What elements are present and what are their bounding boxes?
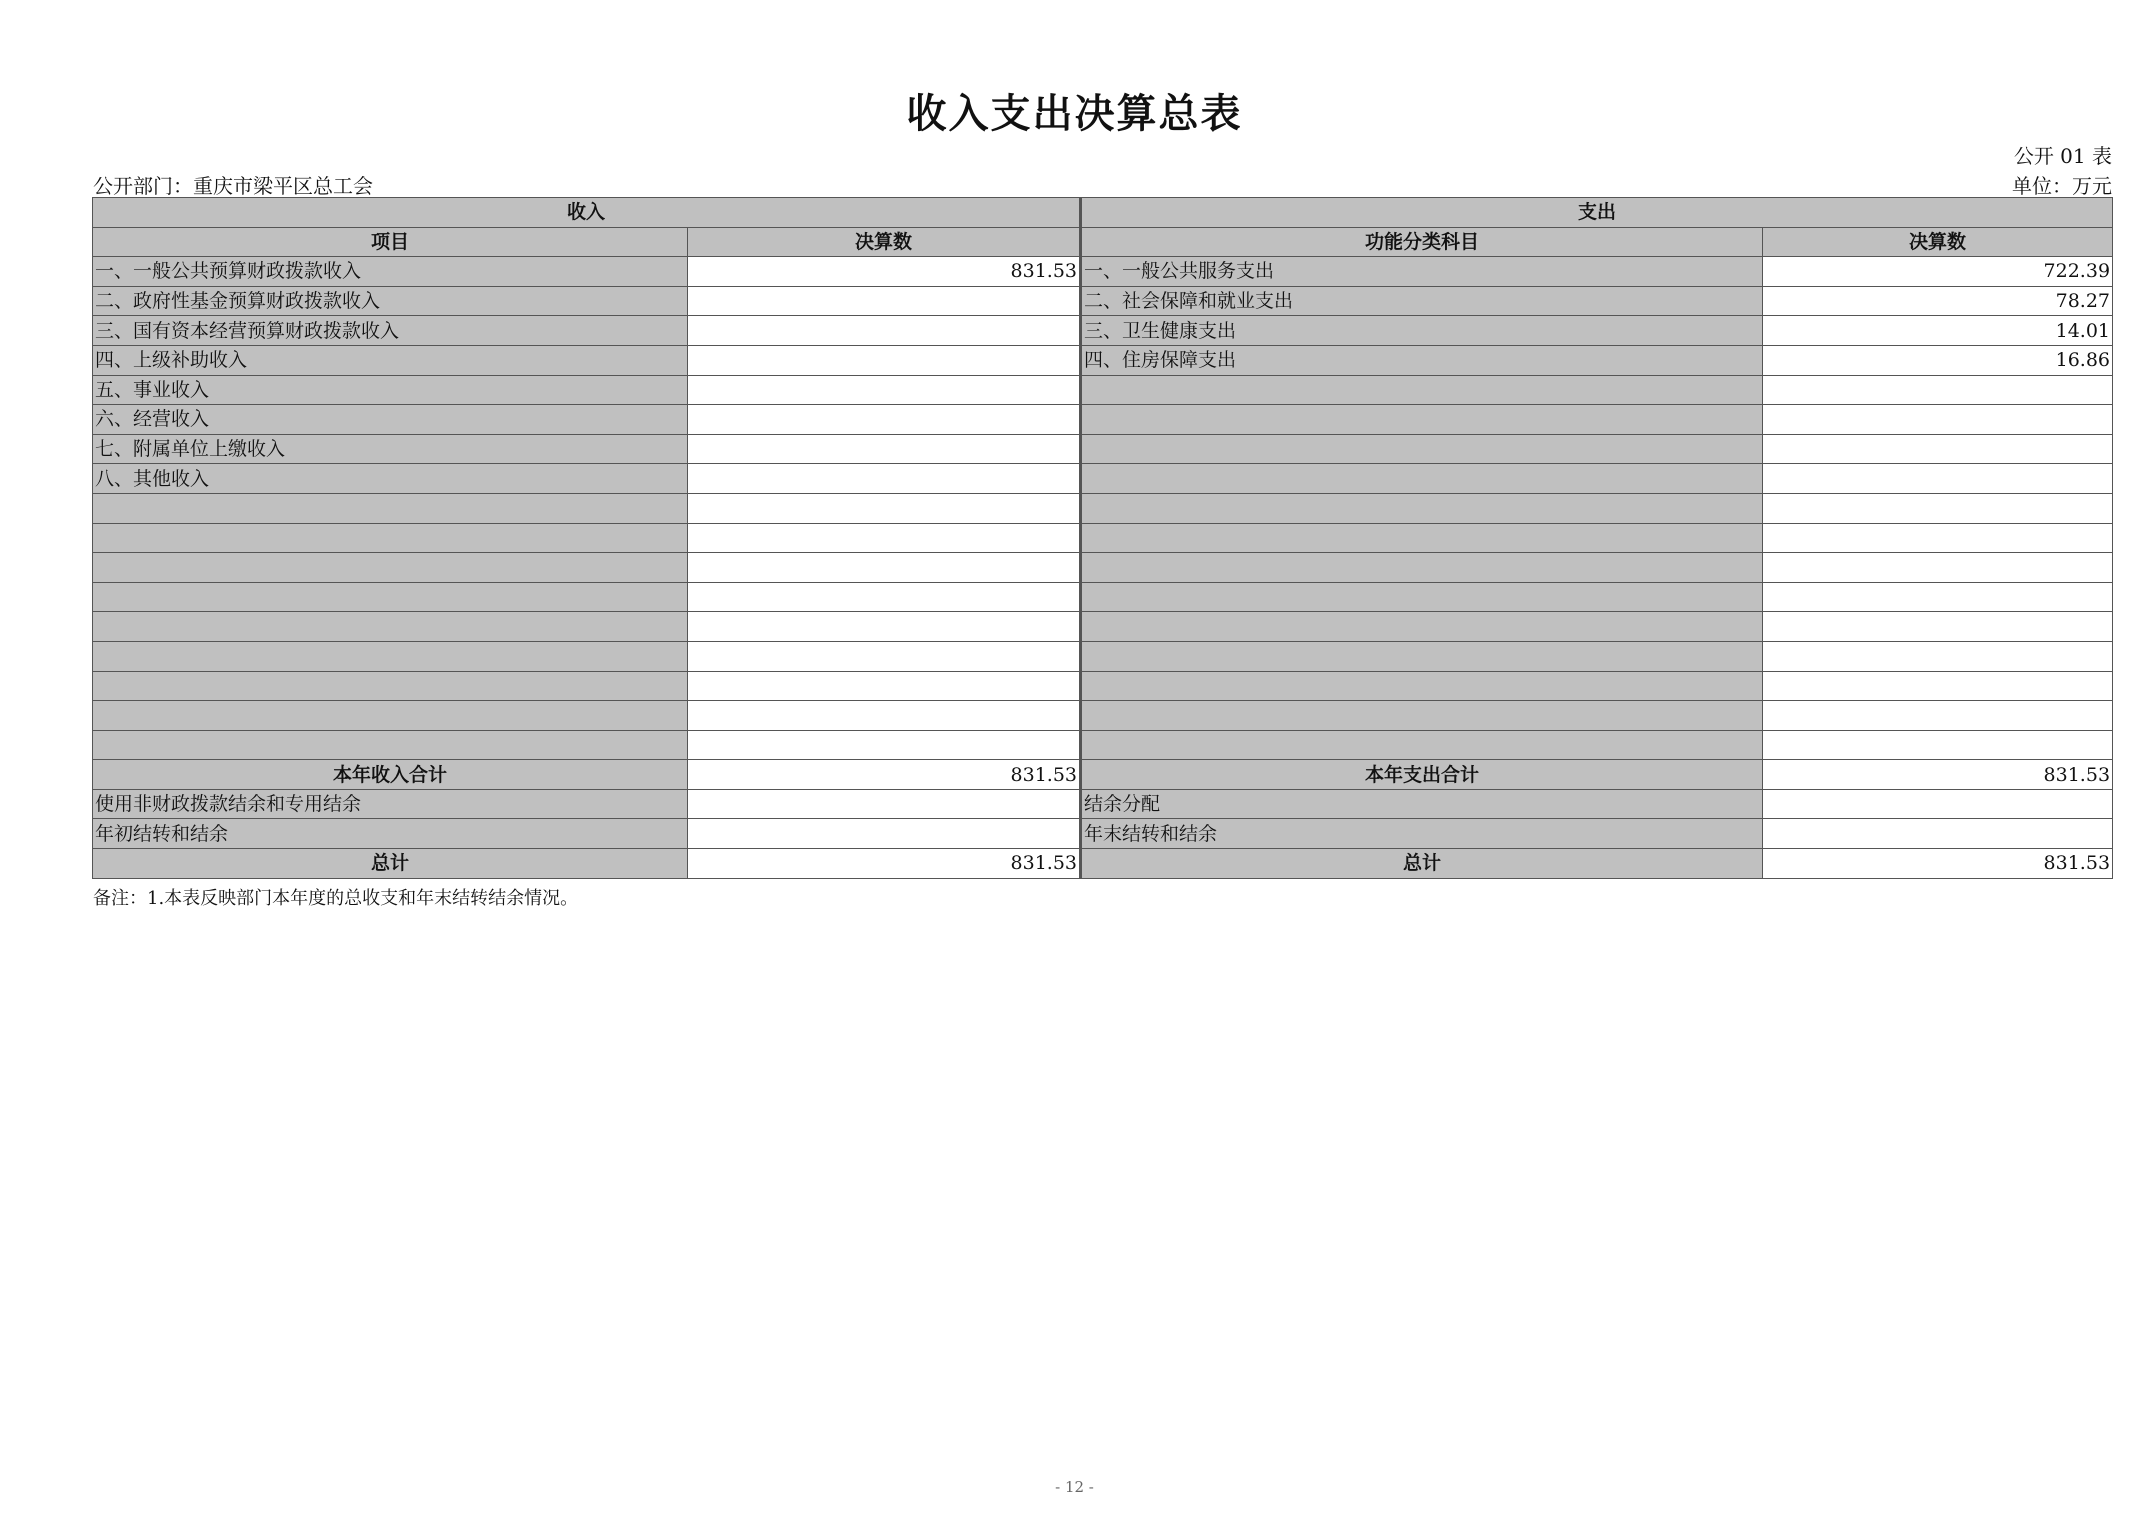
income-value-cell: 831.53 xyxy=(688,257,1081,287)
expense-value-cell xyxy=(1763,434,2113,464)
department-label: 公开部门：重庆市梁平区总工会 xyxy=(93,174,373,198)
income-value-cell xyxy=(688,286,1081,316)
income-value-cell xyxy=(688,730,1081,760)
income-item-cell: 五、事业收入 xyxy=(93,375,688,405)
income-item-cell xyxy=(93,730,688,760)
expense-value-cell xyxy=(1763,701,2113,731)
header-income: 收入 xyxy=(93,198,1081,228)
expense-item-cell: 二、社会保障和就业支出 xyxy=(1081,286,1763,316)
table-header-row-2 xyxy=(93,227,2113,257)
expense-value-cell xyxy=(1763,641,2113,671)
income-item-cell xyxy=(93,523,688,553)
extra-row xyxy=(93,789,2113,819)
expense-value-cell: 16.86 xyxy=(1763,345,2113,375)
extra-row xyxy=(93,819,2113,849)
expense-item-cell xyxy=(1081,671,1763,701)
expense-item-cell xyxy=(1081,641,1763,671)
page-title: 收入支出决算总表 xyxy=(906,91,1243,137)
expense-value-cell xyxy=(1763,493,2113,523)
expense-value-cell xyxy=(1763,612,2113,642)
expense-item-cell xyxy=(1081,375,1763,405)
table-row xyxy=(93,612,2113,642)
table-row xyxy=(93,641,2113,671)
expense-item-cell: 年末结转和结余 xyxy=(1081,819,1763,849)
table-row xyxy=(93,671,2113,701)
income-value-cell xyxy=(688,464,1081,494)
expense-item-cell xyxy=(1081,701,1763,731)
expense-item-cell xyxy=(1081,493,1763,523)
expense-item-cell xyxy=(1081,523,1763,553)
income-item-cell xyxy=(93,553,688,583)
income-item-cell: 二、政府性基金预算财政拨款收入 xyxy=(93,286,688,316)
expense-item-cell xyxy=(1081,405,1763,435)
expense-value-cell xyxy=(1763,789,2113,819)
table-row xyxy=(93,316,2113,346)
table-row xyxy=(93,701,2113,731)
expense-value-cell xyxy=(1763,523,2113,553)
income-item-cell: 四、上级补助收入 xyxy=(93,345,688,375)
table-row xyxy=(93,375,2113,405)
unit-label: 单位：万元 xyxy=(2012,174,2112,198)
subtotal-income-value: 831.53 xyxy=(688,760,1081,790)
income-value-cell xyxy=(688,523,1081,553)
expense-item-cell xyxy=(1081,464,1763,494)
income-value-cell xyxy=(688,553,1081,583)
expense-item-cell: 三、卫生健康支出 xyxy=(1081,316,1763,346)
expense-item-cell xyxy=(1081,553,1763,583)
expense-item-cell xyxy=(1081,730,1763,760)
expense-value-cell xyxy=(1763,582,2113,612)
table-row xyxy=(93,553,2113,583)
table-row xyxy=(93,464,2113,494)
table-row xyxy=(93,405,2113,435)
income-value-cell xyxy=(688,375,1081,405)
income-value-cell xyxy=(688,671,1081,701)
subtotal-expense-value: 831.53 xyxy=(1763,760,2113,790)
table-row xyxy=(93,286,2113,316)
income-value-cell xyxy=(688,612,1081,642)
table-row xyxy=(93,434,2113,464)
income-item-cell xyxy=(93,671,688,701)
income-item-cell: 一、一般公共预算财政拨款收入 xyxy=(93,257,688,287)
expense-value-cell xyxy=(1763,730,2113,760)
income-value-cell xyxy=(688,701,1081,731)
subtotal-row xyxy=(93,760,2113,790)
header-item: 项目 xyxy=(93,227,688,257)
header-expense-amount: 决算数 xyxy=(1763,227,2113,257)
expense-value-cell xyxy=(1763,819,2113,849)
income-value-cell xyxy=(688,493,1081,523)
expense-item-cell: 一、一般公共服务支出 xyxy=(1081,257,1763,287)
subtotal-expense-label: 本年支出合计 xyxy=(1081,760,1763,790)
header-expense: 支出 xyxy=(1081,198,2113,228)
expense-value-cell: 722.39 xyxy=(1763,257,2113,287)
expense-value-cell xyxy=(1763,405,2113,435)
income-item-cell: 八、其他收入 xyxy=(93,464,688,494)
income-value-cell xyxy=(688,819,1081,849)
table-row xyxy=(93,582,2113,612)
income-item-cell: 三、国有资本经营预算财政拨款收入 xyxy=(93,316,688,346)
expense-item-cell: 结余分配 xyxy=(1081,789,1763,819)
table-row xyxy=(93,523,2113,553)
table-row xyxy=(93,493,2113,523)
expense-value-cell xyxy=(1763,553,2113,583)
table-row xyxy=(93,730,2113,760)
expense-item-cell xyxy=(1081,434,1763,464)
income-value-cell xyxy=(688,582,1081,612)
income-item-cell: 六、经营收入 xyxy=(93,405,688,435)
expense-value-cell xyxy=(1763,464,2113,494)
table-row xyxy=(93,257,2113,287)
expense-item-cell: 四、住房保障支出 xyxy=(1081,345,1763,375)
income-item-cell: 七、附属单位上缴收入 xyxy=(93,434,688,464)
table-row xyxy=(93,345,2113,375)
expense-value-cell: 78.27 xyxy=(1763,286,2113,316)
expense-value-cell xyxy=(1763,375,2113,405)
income-item-cell xyxy=(93,612,688,642)
footnote: 备注：1.本表反映部门本年度的总收支和年末结转结余情况。 xyxy=(93,888,579,909)
income-item-cell xyxy=(93,493,688,523)
income-value-cell xyxy=(688,434,1081,464)
income-item-cell xyxy=(93,701,688,731)
total-expense-label: 总计 xyxy=(1081,849,1763,879)
income-item-cell xyxy=(93,641,688,671)
income-value-cell xyxy=(688,641,1081,671)
budget-summary-table xyxy=(92,197,2113,879)
page-number: - 12 - xyxy=(1055,1478,1094,1496)
income-value-cell xyxy=(688,345,1081,375)
table-header-row-1 xyxy=(93,198,2113,228)
income-value-cell xyxy=(688,316,1081,346)
income-value-cell xyxy=(688,405,1081,435)
income-item-cell: 年初结转和结余 xyxy=(93,819,688,849)
expense-value-cell xyxy=(1763,671,2113,701)
expense-value-cell: 14.01 xyxy=(1763,316,2113,346)
expense-item-cell xyxy=(1081,582,1763,612)
total-income-value: 831.53 xyxy=(688,849,1081,879)
expense-item-cell xyxy=(1081,612,1763,642)
income-item-cell: 使用非财政拨款结余和专用结余 xyxy=(93,789,688,819)
income-item-cell xyxy=(93,582,688,612)
header-func-category: 功能分类科目 xyxy=(1081,227,1763,257)
income-value-cell xyxy=(688,789,1081,819)
header-income-amount: 决算数 xyxy=(688,227,1081,257)
total-income-label: 总计 xyxy=(93,849,688,879)
table-id: 公开 01 表 xyxy=(2013,144,2112,168)
total-expense-value: 831.53 xyxy=(1763,849,2113,879)
total-row xyxy=(93,849,2113,879)
subtotal-income-label: 本年收入合计 xyxy=(93,760,688,790)
